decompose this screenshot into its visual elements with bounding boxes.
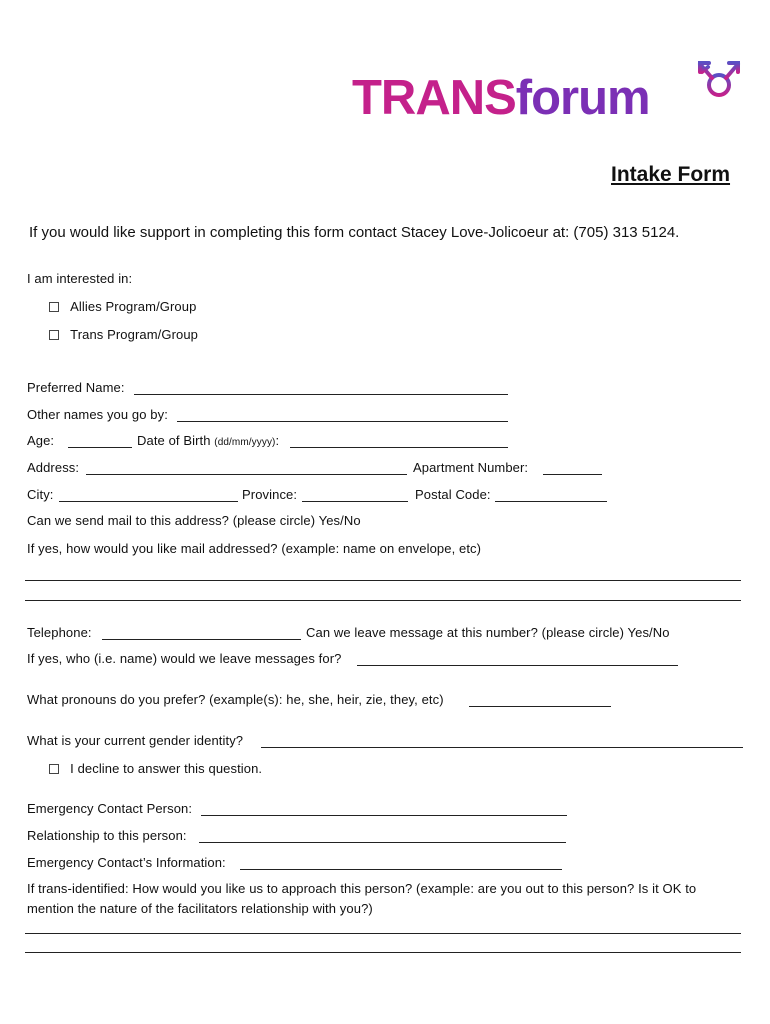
postal-field[interactable] [495,501,607,502]
emergency-info-label: Emergency Contact’s Information: [27,855,226,870]
preferred-name-label: Preferred Name: [27,380,125,395]
province-field[interactable] [302,501,408,502]
leave-message-question: Can we leave message at this number? (please circle) Yes/No [306,625,670,640]
approach-question-line-2: mention the nature of the facilitators relationship with you?) [27,901,373,916]
checkbox-icon[interactable] [49,302,59,312]
transgender-symbol-icon [693,58,745,120]
gender-identity-label: What is your current gender identity? [27,733,244,748]
approach-field-line-2[interactable] [25,952,741,953]
emergency-person-label: Emergency Contact Person: [27,801,193,816]
option-trans-label: Trans Program/Group [70,327,198,342]
dob-label [137,433,279,451]
decline-option-label: I decline to answer this question. [70,761,263,776]
logo-part-forum: forum [515,71,650,125]
form-title: Intake Form [611,163,731,186]
decline-option[interactable] [49,761,262,777]
other-names-field[interactable] [177,421,508,422]
interest-label: I am interested in: [27,271,133,286]
city-field[interactable] [59,501,238,502]
checkbox-icon[interactable] [49,330,59,340]
relationship-label: Relationship to this person: [27,828,187,843]
age-field[interactable] [68,447,132,448]
approach-field-line-1[interactable] [25,933,741,934]
province-label: Province: [242,487,298,502]
pronouns-label: What pronouns do you prefer? (example(s): he, she, heir, zie, they, etc) [27,692,444,707]
dob-format: (dd/mm/yyyy) [214,437,276,448]
support-text: If you would like support in completing this form contact Stacey Love-Jolicoeur at: (705) 313 5124. [29,224,680,241]
other-names-label: Other names you go by: [27,407,168,422]
telephone-field[interactable] [102,639,301,640]
logo-part-trans: TRANS [352,71,516,125]
apartment-label: Apartment Number: [413,460,529,475]
preferred-name-field[interactable] [134,394,508,395]
emergency-info-field[interactable] [240,869,562,870]
pronouns-field[interactable] [469,706,611,707]
address-field[interactable] [86,474,407,475]
mail-addressed-question: If yes, how would you like mail addressed? (example: name on envelope, etc) [27,541,482,556]
age-label: Age: [27,433,55,448]
mail-addressed-field-line-2[interactable] [25,600,741,601]
option-allies[interactable] [49,299,196,315]
transforum-logo [352,70,650,126]
send-mail-question: Can we send mail to this address? (please circle) Yes/No [27,513,361,528]
apartment-field[interactable] [543,474,602,475]
who-messages-label: If yes, who (i.e. name) would we leave messages for? [27,651,342,666]
dob-field[interactable] [290,447,508,448]
checkbox-icon[interactable] [49,764,59,774]
address-label: Address: [27,460,80,475]
gender-identity-field[interactable] [261,747,743,748]
option-allies-label: Allies Program/Group [70,299,197,314]
telephone-label: Telephone: [27,625,92,640]
who-messages-field[interactable] [357,665,678,666]
mail-addressed-field-line-1[interactable] [25,580,741,581]
relationship-field[interactable] [199,842,566,843]
dob-label-text: Date of Birth [137,433,211,448]
city-label: City: [27,487,54,502]
approach-question-line-1: If trans-identified: How would you like us to approach this person? (example: are you out to this person? Is it OK to [27,881,697,896]
emergency-person-field[interactable] [201,815,567,816]
option-trans[interactable] [49,327,198,343]
dob-colon: : [275,433,280,448]
postal-label: Postal Code: [415,487,491,502]
